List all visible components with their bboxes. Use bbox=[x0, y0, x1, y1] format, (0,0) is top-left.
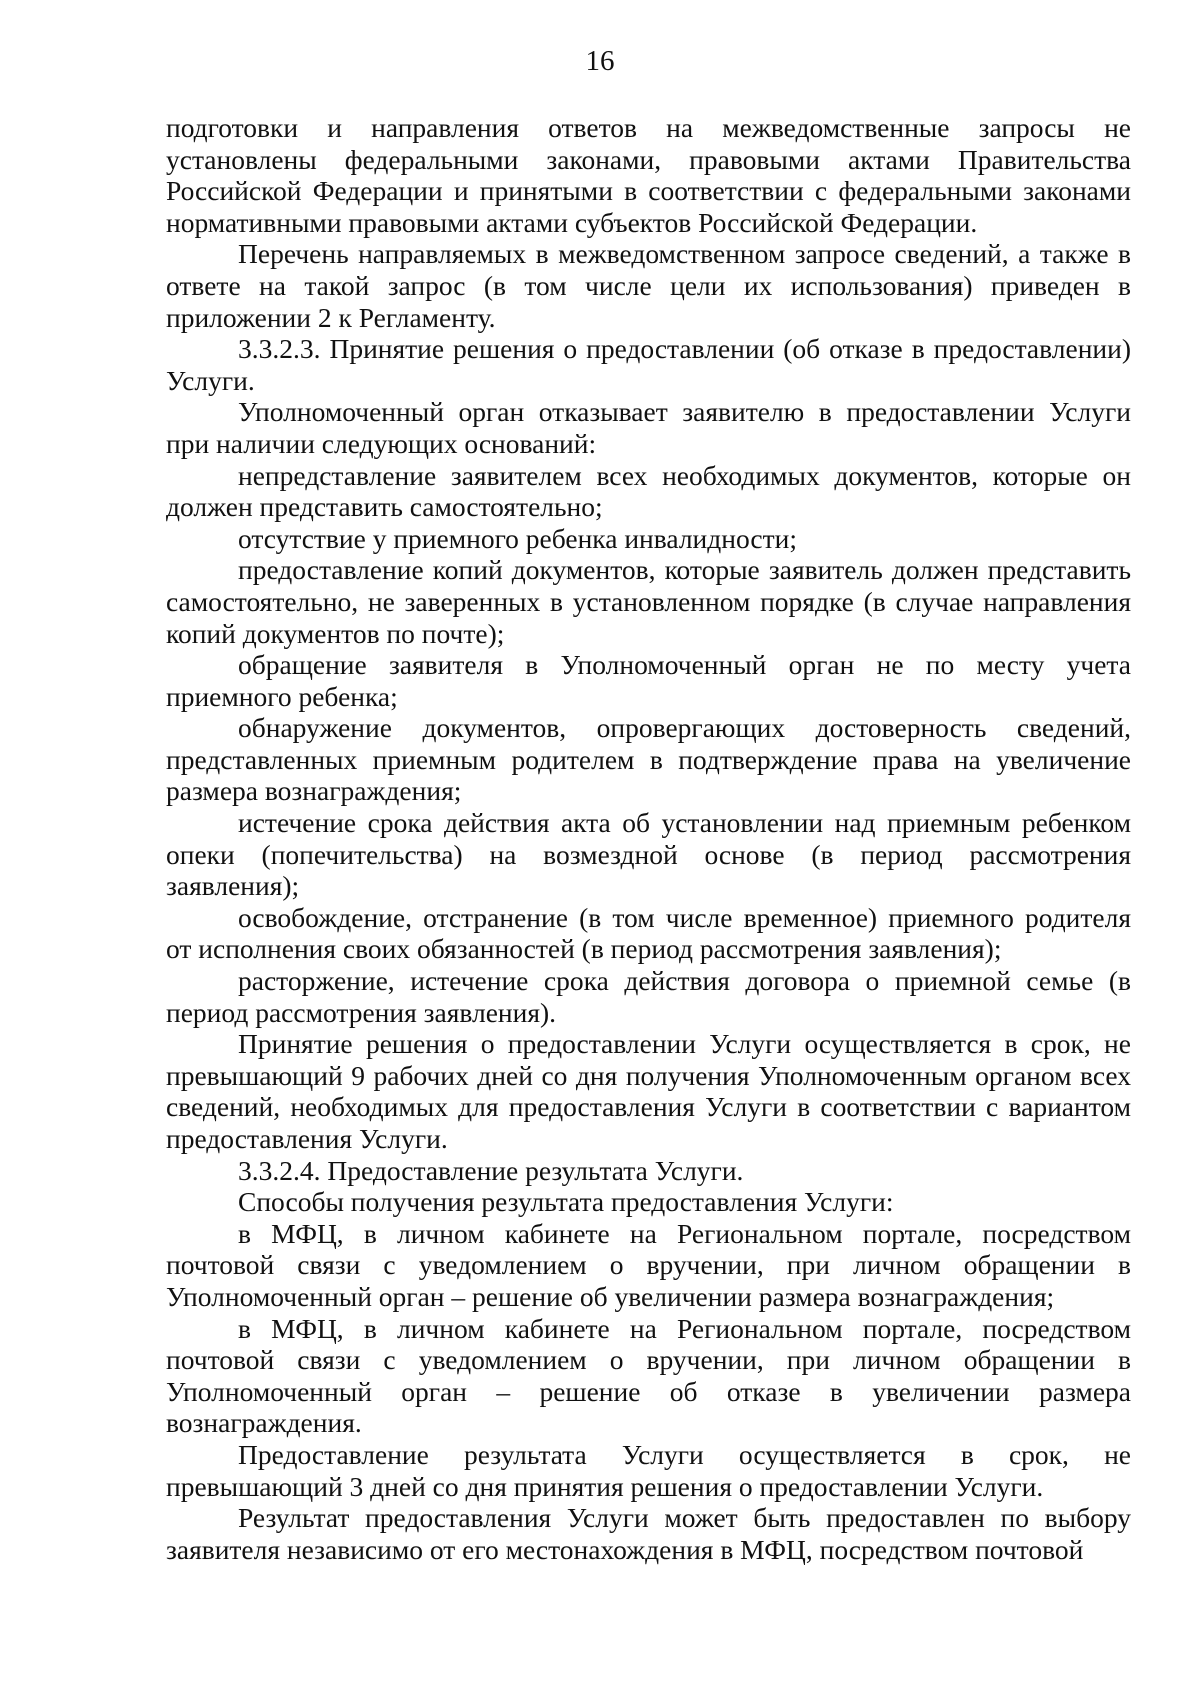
list-item-refusal-ground: расторжение, истечение срока действия договора о приемной семье (в период рассмотрения заявления). bbox=[166, 965, 1131, 1028]
paragraph-decision-deadline: Принятие решения о предоставлении Услуги осуществляется в срок, не превышающий 9 рабочих дней со дня получения Уполномоченным органом всех сведений, необходимых для предоставления Услуги в соответствии с вариантом предоставления Услуги. bbox=[166, 1028, 1131, 1154]
document-body bbox=[166, 112, 1131, 1565]
list-item-result-method: в МФЦ, в личном кабинете на Региональном портале, посредством почтовой связи с уведомлением о вручении, при личном обращении в Уполномоченный орган – решение об увеличении размера вознаграждения; bbox=[166, 1217, 1131, 1312]
paragraph-result-deadline: Предоставление результата Услуги осуществляется в срок, не превышающий 3 дней со дня принятия решения о предоставлении Услуги. bbox=[166, 1438, 1131, 1502]
paragraph-refusal-grounds-intro: Уполномоченный орган отказывает заявителю в предоставлении Услуги при наличии следующих оснований: bbox=[166, 396, 1131, 459]
section-heading-3-3-2-3: 3.3.2.3. Принятие решения о предоставлении (об отказе в предоставлении) Услуги. bbox=[166, 333, 1131, 396]
list-item-refusal-ground: обращение заявителя в Уполномоченный орган не по месту учета приемного ребенка; bbox=[166, 649, 1131, 712]
paragraph-result-methods-intro: Способы получения результата предоставления Услуги: bbox=[238, 1186, 894, 1218]
list-item-refusal-ground: непредставление заявителем всех необходимых документов, которые он должен представить самостоятельно; bbox=[166, 459, 1131, 523]
list-item-refusal-ground: освобождение, отстранение (в том числе временное) приемного родителя от исполнения своих обязанностей (в период рассмотрения заявления); bbox=[166, 901, 1131, 965]
list-item-refusal-ground: обнаружение документов, опровергающих достоверность сведений, представленных приемным родителем в подтверждение права на увеличение размера вознаграждения; bbox=[166, 712, 1131, 807]
paragraph-continuation: подготовки и направления ответов на межведомственные запросы не установлены федеральными законами, правовыми актами Правительства Российской Федерации и принятыми в соответствии с федеральными законами нормативными правовыми актами субъектов Российской Федерации. bbox=[166, 112, 1131, 238]
paragraph-request-info-list: Перечень направляемых в межведомственном запросе сведений, а также в ответе на такой запрос (в том числе цели их использования) приведен в приложении 2 к Регламенту. bbox=[166, 238, 1131, 333]
paragraph-result-delivery: Результат предоставления Услуги может быть предоставлен по выбору заявителя независимо от его местонахождения в МФЦ, посредством почтовой bbox=[166, 1502, 1131, 1565]
list-item-result-method: в МФЦ, в личном кабинете на Региональном портале, посредством почтовой связи с уведомлением о вручении, при личном обращении в Уполномоченный орган – решение об отказе в увеличении размера вознаграждения. bbox=[166, 1312, 1131, 1439]
list-item-refusal-ground: истечение срока действия акта об установлении над приемным ребенком опеки (попечительства) на возмездной основе (в период рассмотрения заявления); bbox=[166, 807, 1131, 902]
section-heading-3-3-2-4: 3.3.2.4. Предоставление результата Услуги. bbox=[238, 1154, 744, 1186]
page-number: 16 bbox=[585, 45, 615, 77]
list-item-refusal-ground: отсутствие у приемного ребенка инвалидности; bbox=[238, 522, 797, 554]
list-item-refusal-ground: предоставление копий документов, которые заявитель должен представить самостоятельно, не заверенных в установленном порядке (в случае направления копий документов по почте); bbox=[166, 554, 1131, 649]
